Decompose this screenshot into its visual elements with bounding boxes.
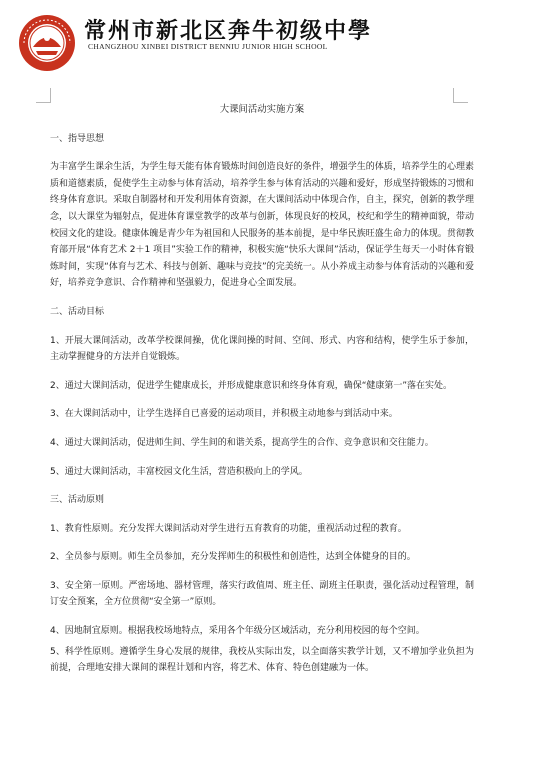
paragraph-guiding-ideology: 为丰富学生课余生活，为学生每天能有体育锻炼时间创造良好的条件，增强学生的体质，培养学生的心理素质和道德素质，促使学生主动参与体育活动，培养学生参与体育活动的兴趣和爱好，形成坚持锻炼的习惯和终身体育意识。采取自制器材和开发利用体育资源，在大课间活动中体现合作，自主，探究，创新的教学理念，以大课堂为辐射点，促进体育课堂教学的改革与创新，体现良好的校风，校纪和学生的精神面貌，带动校园文化的建设。健康体魄是青少年为祖国和人民服务的基本前提，是中华民族旺盛生命力的体现。贯彻教育部开展“体育艺术 2＋1 项目”实验工作的精神，积极实施“快乐大课间”活动，保证学生每天一小时体育锻炼时间，实现“体育与艺术、科技与创新、趣味与竞技”的完美统一。从小养成主动参与体育活动的兴趣和爱好，培养竞争意识、合作精神和坚强毅力，促进身心全面发展。 <box>50 162 474 289</box>
document-title: 大课间活动实施方案 <box>219 104 305 115</box>
section-heading-activity-principles: 三、活动原则 <box>50 495 105 506</box>
paragraph-principle-5: 5、科学性原则。遵循学生身心发展的规律，我校从实际出发，以全面落实教学计划，又不增加学业负担为前提，合理地安排大课间的课程计划和内容，将艺术、体育、特色创建融为一体。 <box>50 646 474 674</box>
section-heading-activity-goals: 二、活动目标 <box>50 306 105 317</box>
school-seal-icon <box>18 14 76 72</box>
paragraph-goal-5: 5、通过大课间活动，丰富校园文化生活，营造积极向上的学风。 <box>50 466 308 477</box>
school-name-english: CHANGZHOU XINBEI DISTRICT BENNIU JUNIOR HIGH SCHOOL <box>88 42 328 51</box>
margin-crop-mark-right <box>453 88 468 103</box>
paragraph-goal-2: 2、通过大课间活动，促进学生健康成长，并形成健康意识和终身体育观，确保“健康第一”落在实处。 <box>50 380 453 391</box>
paragraph-goal-3: 3、在大课间活动中，让学生选择自已喜爱的运动项目，并积极主动地参与到活动中来。 <box>50 409 398 420</box>
school-name-chinese: 常州市新北区奔牛初级中學 <box>84 18 373 44</box>
document-body <box>50 102 474 689</box>
paragraph-principle-3: 3、安全第一原则。严密场地、器材管理，落实行政值周、班主任、副班主任职责，强化活动过程管理，制订安全预案，全方位贯彻“安全第一”原则。 <box>50 580 474 608</box>
paragraph-principle-4: 4、因地制宜原则。根据我校场地特点，采用各个年级分区域活动，充分利用校园的每个空间。 <box>50 626 425 637</box>
paragraph-goal-4: 4、通过大课间活动，促进师生间、学生间的和谐关系，提高学生的合作、竞争意识和交往能力。 <box>50 437 434 448</box>
margin-crop-mark-left <box>36 88 51 103</box>
paragraph-principle-2: 2、全员参与原则。师生全员参加，充分发挥师生的积极性和创造性，达到全体健身的目的。 <box>50 552 416 563</box>
paragraph-goal-1: 1、开展大课间活动，改革学校课间操，优化课间操的时间、空间、形式、内容和结构，使学生乐于参加，主动掌握健身的方法并自觉锻炼。 <box>50 335 474 363</box>
paragraph-principle-1: 1、教育性原则。充分发挥大课间活动对学生进行五育教育的功能，重视活动过程的教育。 <box>50 523 407 534</box>
section-heading-guiding-ideology: 一、指导思想 <box>50 133 105 144</box>
